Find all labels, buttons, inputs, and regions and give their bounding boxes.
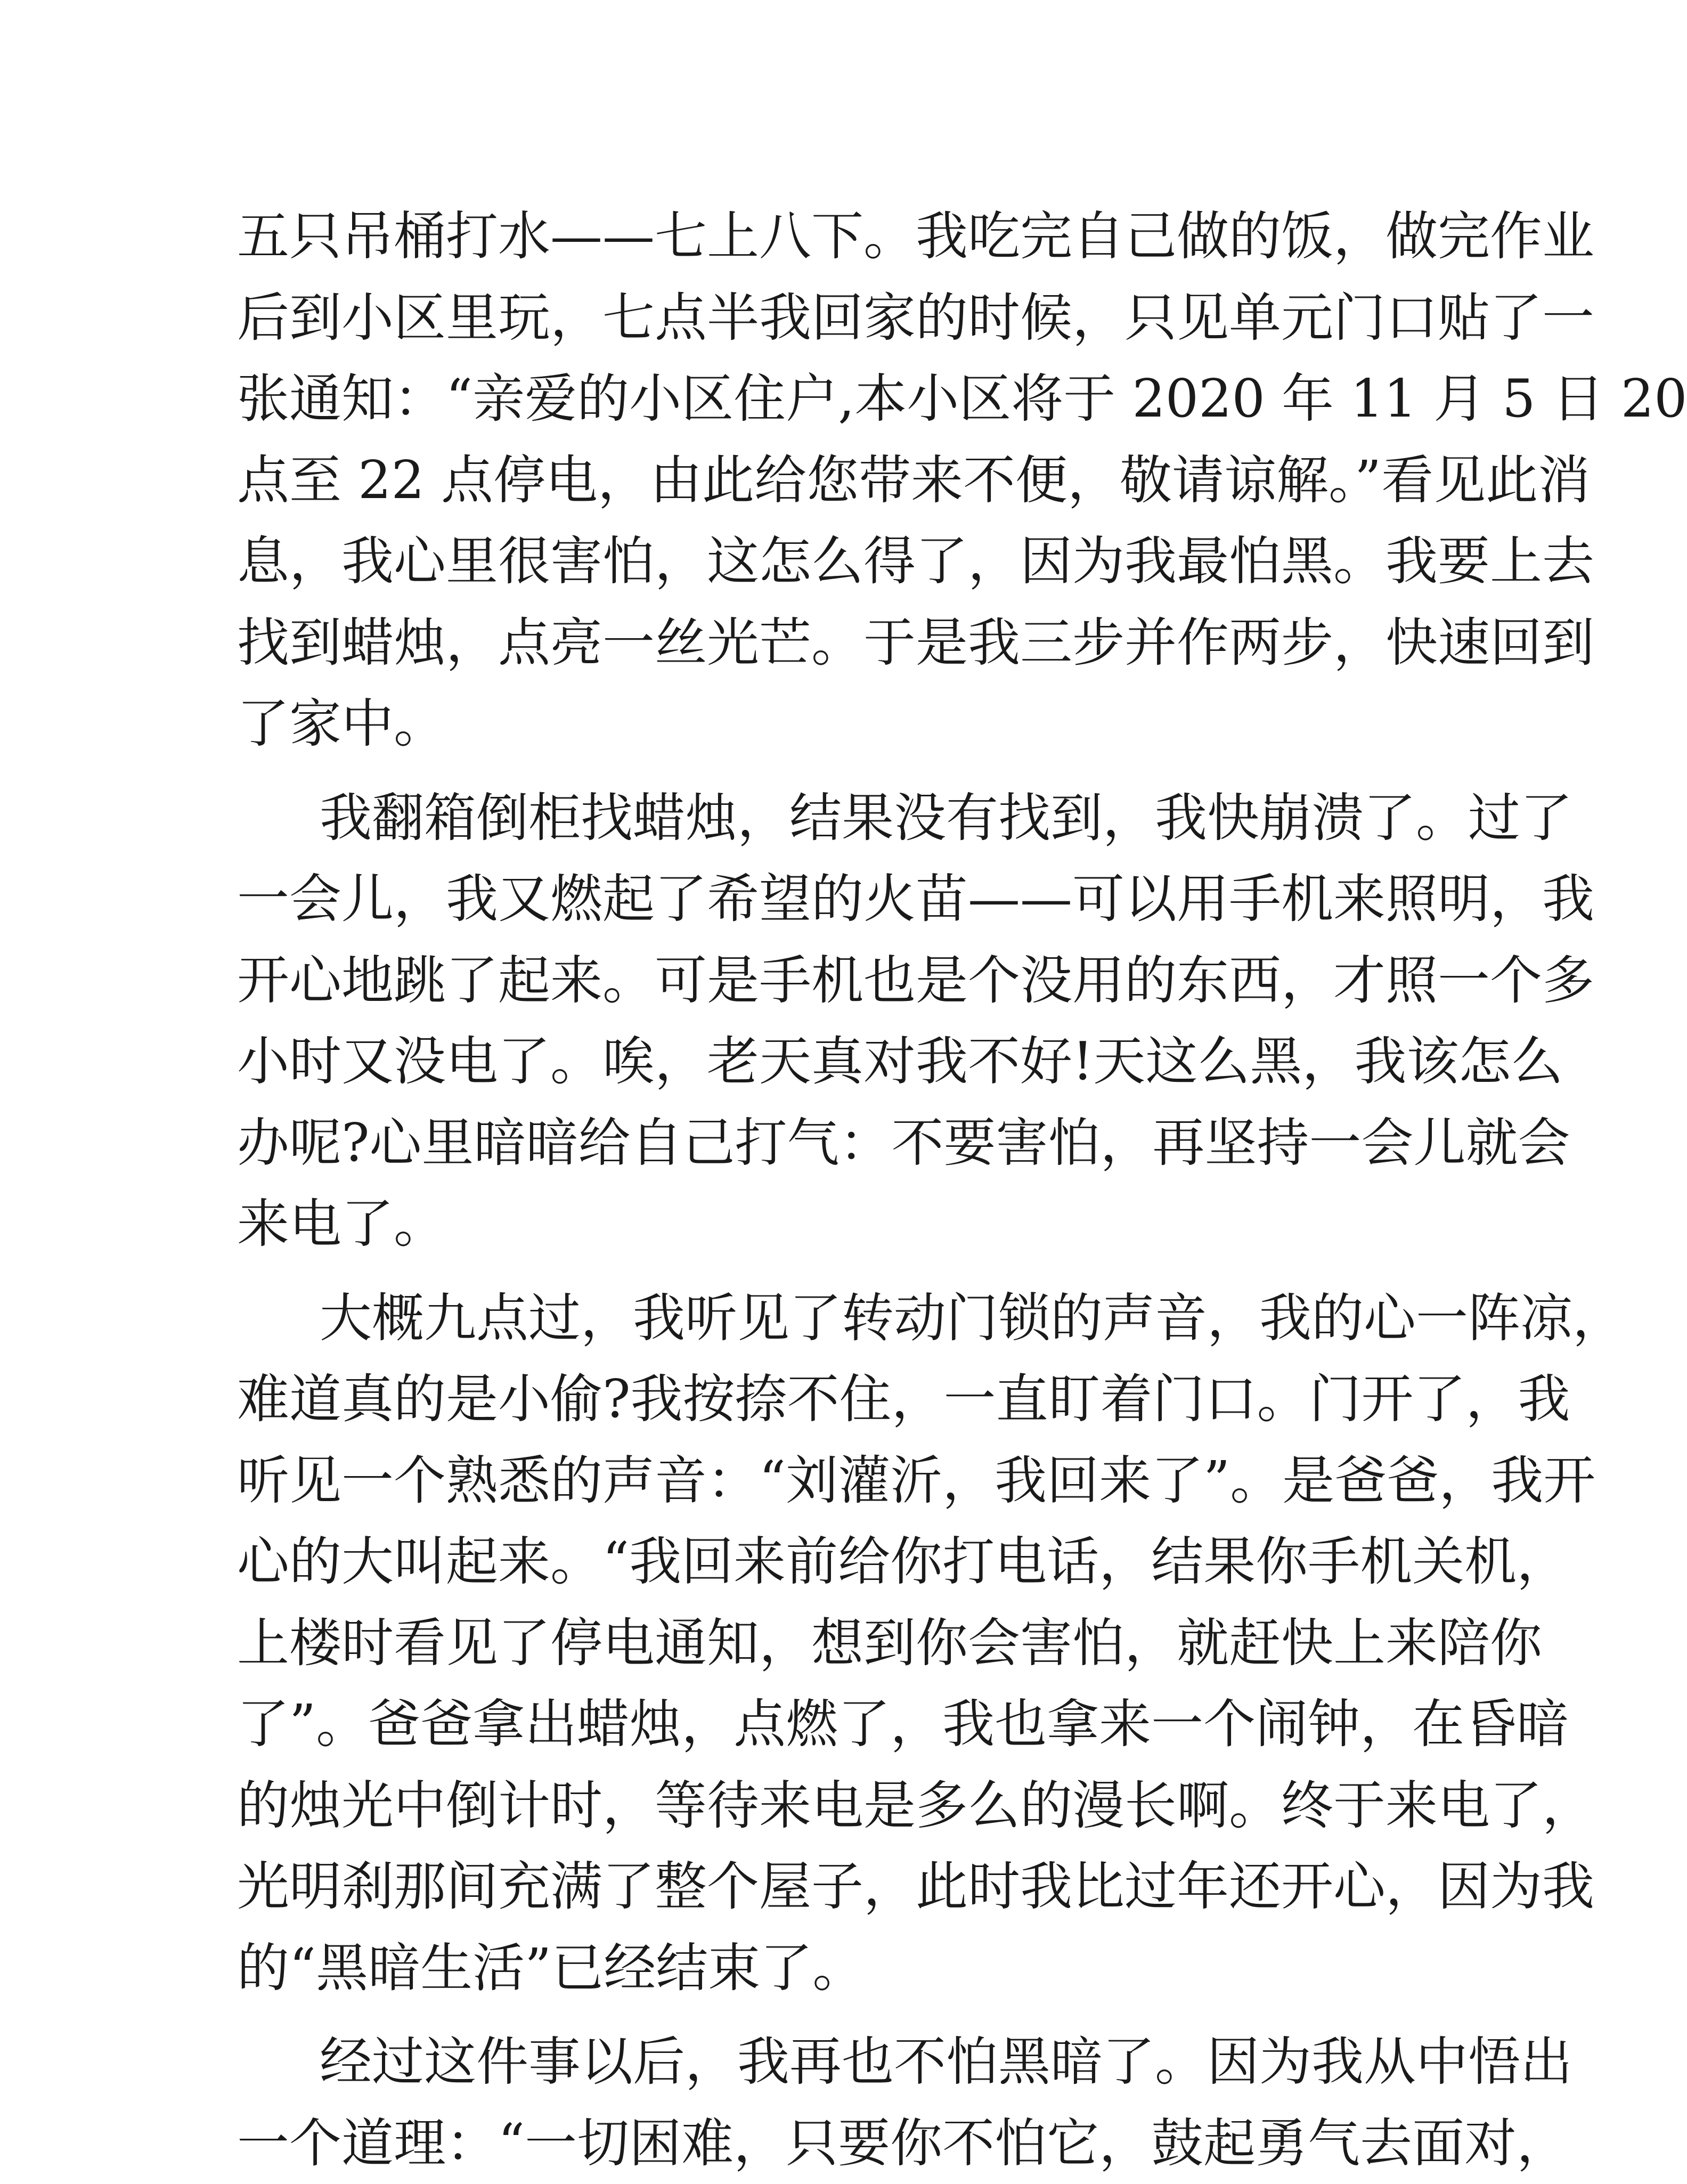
text-line: 小时又没电了。唉，老天真对我不好!天这么黑，我该怎么 — [237, 1021, 1318, 1103]
body-text — [237, 196, 1318, 2184]
text-line: 来电了。 — [237, 1184, 1318, 1265]
text-line: 一个道理：“一切困难，只要你不怕它，鼓起勇气去面对， — [237, 2103, 1318, 2184]
text-line: 经过这件事以后，我再也不怕黑暗了。因为我从中悟出 — [237, 2022, 1318, 2103]
text-line: 的烛光中倒计时，等待来电是多么的漫长啊。终于来电了， — [237, 1765, 1318, 1847]
text-line: 我翻箱倒柜找蜡烛，结果没有找到，我快崩溃了。过了 — [237, 778, 1318, 859]
text-line: 后到小区里玩，七点半我回家的时候，只见单元门口贴了一 — [237, 278, 1318, 359]
paragraph — [237, 2022, 1318, 2184]
text-line: 难道真的是小偷?我按捺不住，一直盯着门口。门开了，我 — [237, 1359, 1318, 1440]
text-line: 张通知：“亲爱的小区住户,本小区将于 2020 年 11 月 5 日 20 — [237, 358, 1318, 440]
text-line: 办呢?心里暗暗给自己打气：不要害怕，再坚持一会儿就会 — [237, 1103, 1318, 1184]
text-line: 光明刹那间充满了整个屋子，此时我比过年还开心，因为我 — [237, 1846, 1318, 1928]
text-line: 了”。爸爸拿出蜡烛，点燃了，我也拿来一个闹钟，在昏暗 — [237, 1684, 1318, 1765]
text-line: 一会儿，我又燃起了希望的火苗——可以用手机来照明，我 — [237, 859, 1318, 940]
text-line: 点至 22 点停电，由此给您带来不便，敬请谅解。”看见此消 — [237, 440, 1318, 521]
text-line: 大概九点过，我听见了转动门锁的声音，我的心一阵凉， — [237, 1278, 1318, 1359]
paragraph — [237, 778, 1318, 1265]
paragraph — [237, 1278, 1318, 2009]
text-line: 五只吊桶打水——七上八下。我吃完自己做的饭，做完作业 — [237, 196, 1318, 278]
text-line: 息，我心里很害怕，这怎么得了，因为我最怕黑。我要上去 — [237, 521, 1318, 602]
text-line: 了家中。 — [237, 683, 1318, 765]
text-line: 开心地跳了起来。可是手机也是个没用的东西，才照一个多 — [237, 940, 1318, 1022]
text-line: 上楼时看见了停电通知，想到你会害怕，就赶快上来陪你 — [237, 1603, 1318, 1684]
paragraph — [237, 196, 1318, 765]
text-line: 的“黑暗生活”已经结束了。 — [237, 1928, 1318, 2009]
text-line: 找到蜡烛，点亮一丝光芒。于是我三步并作两步，快速回到 — [237, 602, 1318, 684]
text-line: 心的大叫起来。“我回来前给你打电话，结果你手机关机， — [237, 1521, 1318, 1603]
text-line: 听见一个熟悉的声音：“刘灌沂，我回来了”。是爸爸，我开 — [237, 1440, 1318, 1522]
